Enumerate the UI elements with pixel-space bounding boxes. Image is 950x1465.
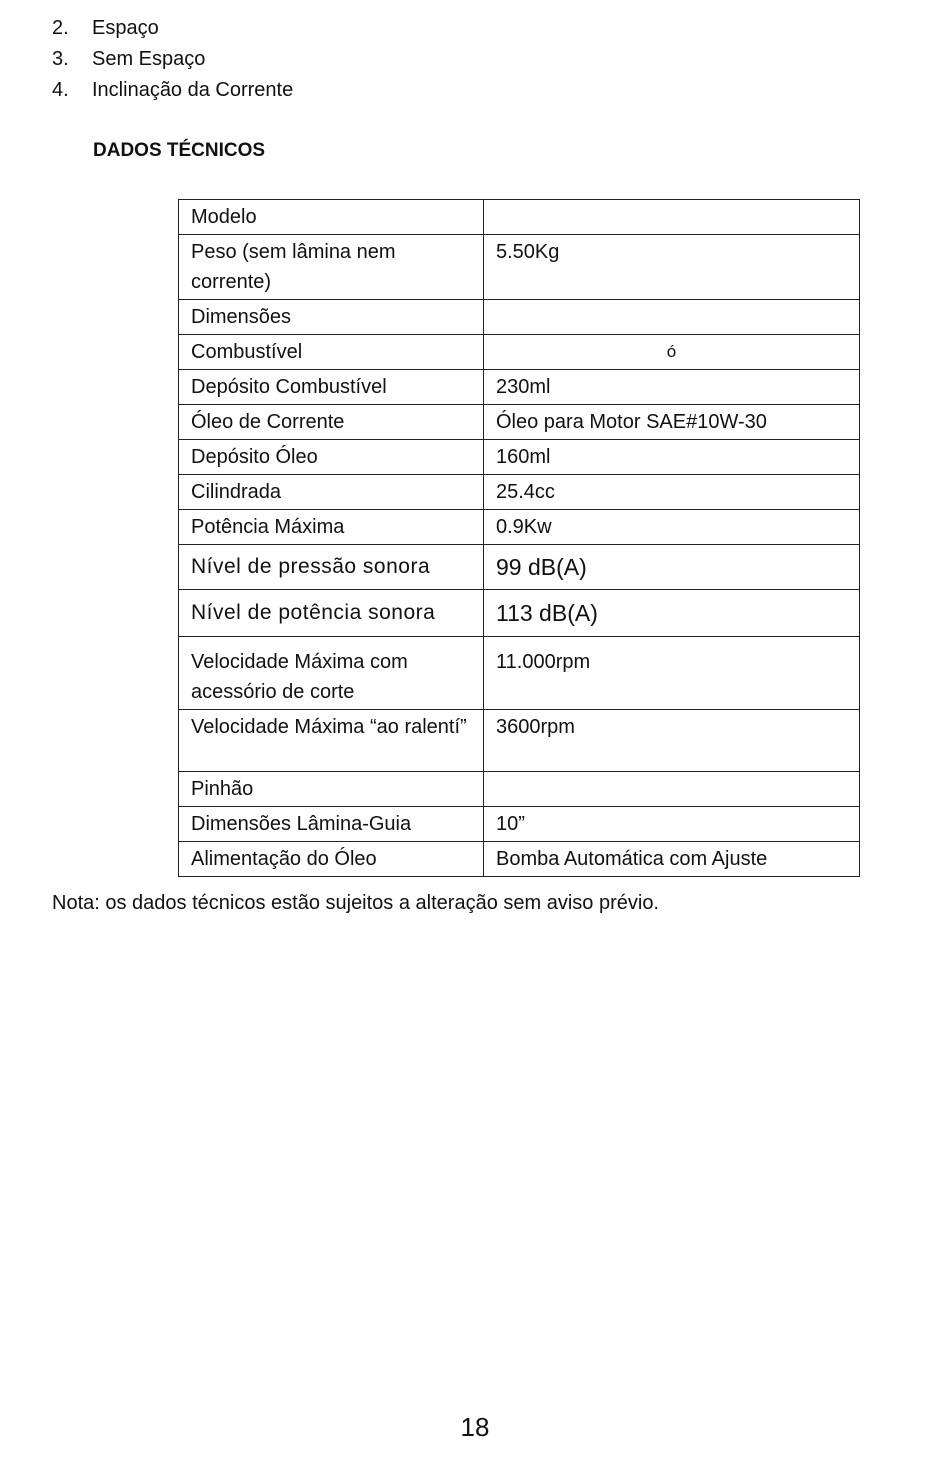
table-row [179,300,860,335]
spec-value: 10” [484,807,860,842]
spec-value [484,200,860,235]
list-item: 4. Inclinação da Corrente [52,79,294,101]
spec-value: 160ml [484,440,860,475]
table-row [179,637,860,710]
spec-value: Óleo para Motor SAE#10W-30 [484,405,860,440]
spec-value [484,300,860,335]
table-row [179,772,860,807]
spec-label: Depósito Óleo [179,440,484,475]
spec-label: Cilindrada [179,475,484,510]
spec-label: Combustível [179,335,484,370]
spec-value: 0.9Kw [484,510,860,545]
table-row [179,842,860,877]
table-row [179,807,860,842]
table-row [179,235,860,300]
page-number: 18 [460,1412,490,1442]
spec-label: Velocidade Máxima com acessório de corte [179,637,484,710]
spec-label: Potência Máxima [179,510,484,545]
spec-value: 99 dB(A) [484,545,860,590]
table-row [179,200,860,235]
spec-label: Modelo [179,200,484,235]
spec-value: 5.50Kg [484,235,860,300]
table-row [179,590,860,637]
spec-label: Pinhão [179,772,484,807]
spec-value: 3600rpm [484,710,860,772]
table-row [179,510,860,545]
spec-value: 113 dB(A) [484,590,860,637]
spec-value: Bomba Automática com Ajuste [484,842,860,877]
table-row [179,440,860,475]
specs-table [178,199,860,877]
spec-label: Velocidade Máxima “ao ralentí” [179,710,484,772]
table-row [179,475,860,510]
table-row [179,545,860,590]
spec-label: Depósito Combustível [179,370,484,405]
list-item: 2. Espaço [52,17,159,39]
spec-label: Dimensões Lâmina-Guia [179,807,484,842]
table-row [179,405,860,440]
spec-label: Nível de potência sonora [179,590,484,637]
section-heading: DADOS TÉCNICOS [93,140,266,161]
spec-value: 11.000rpm [484,637,860,710]
spec-label: Dimensões [179,300,484,335]
spec-label: Alimentação do Óleo [179,842,484,877]
list-item: 3. Sem Espaço [52,48,206,70]
spec-value: 230ml [484,370,860,405]
table-row [179,370,860,405]
table-row [179,710,860,772]
spec-value: ó [484,335,860,370]
spec-value: 25.4cc [484,475,860,510]
table-row [179,335,860,370]
spec-label: Peso (sem lâmina nem corrente) [179,235,484,300]
note: Nota: os dados técnicos estão sujeitos a alteração sem aviso prévio. [52,892,659,914]
spec-label: Óleo de Corrente [179,405,484,440]
spec-value [484,772,860,807]
spec-label: Nível de pressão sonora [179,545,484,590]
